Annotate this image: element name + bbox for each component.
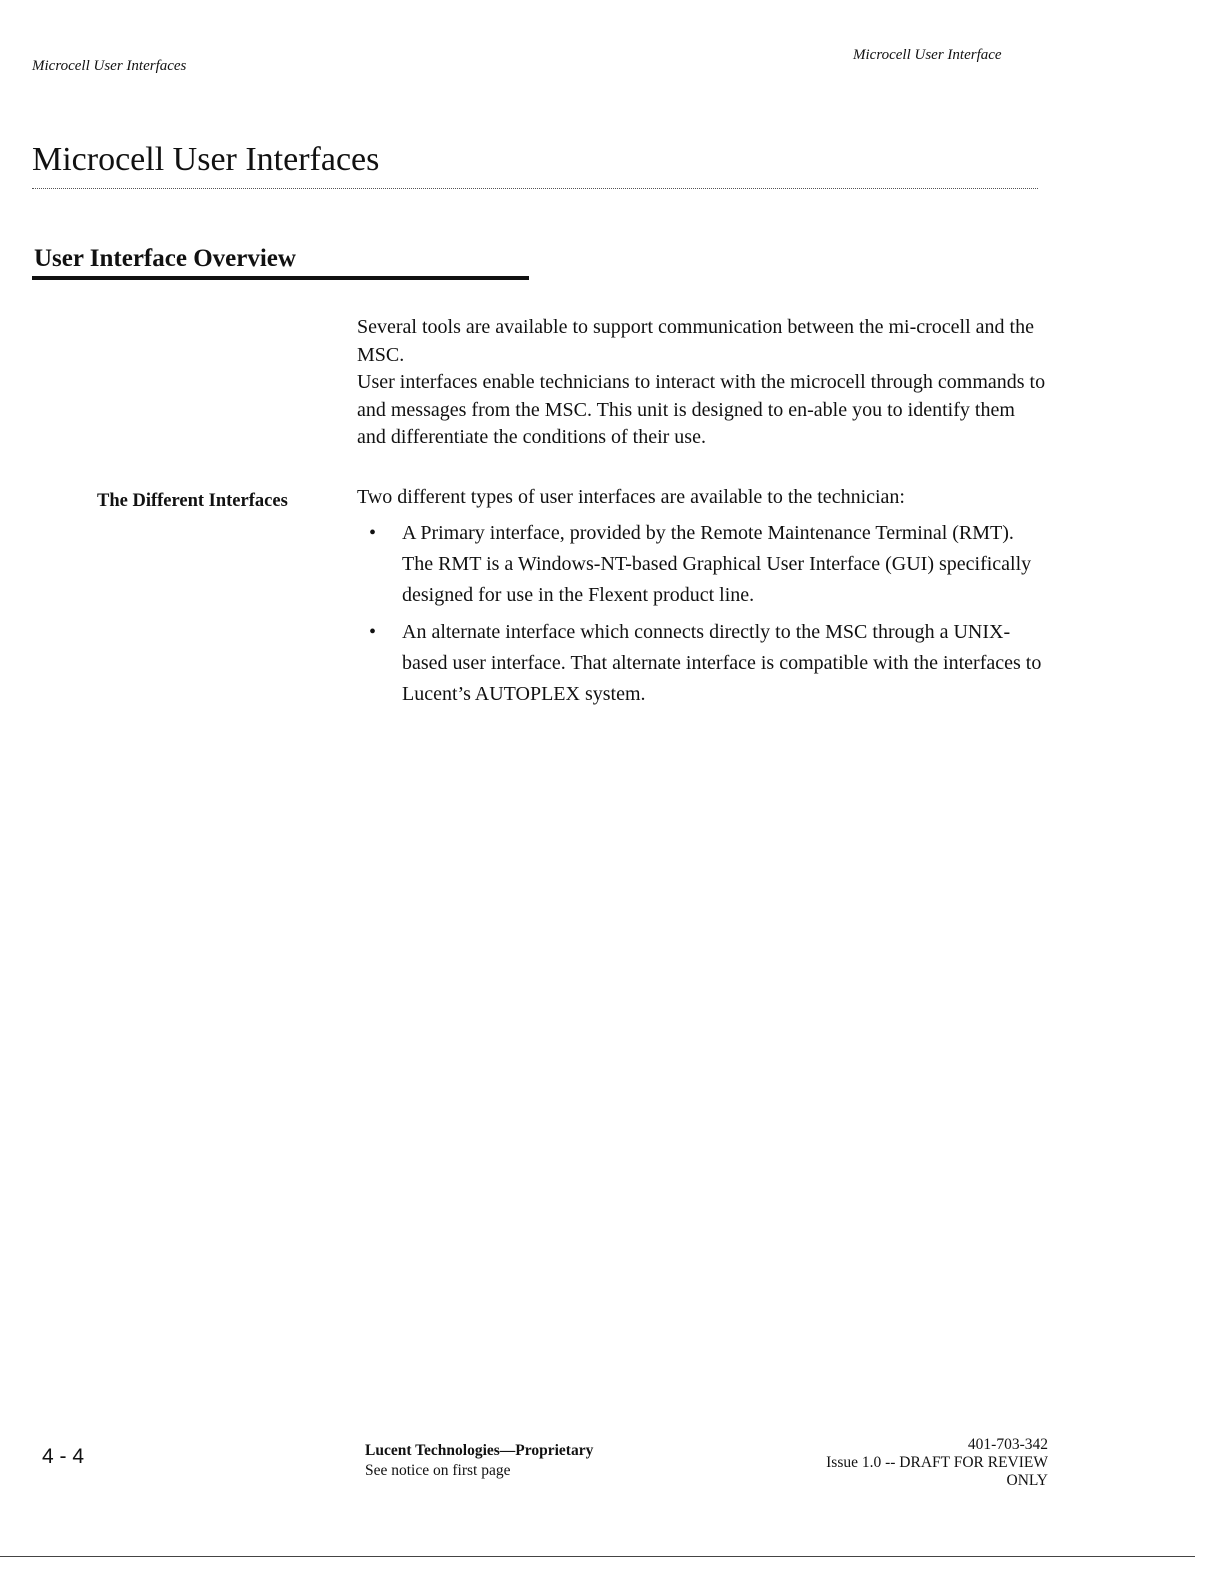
footer-doc-number: 401-703-342 <box>967 1436 1048 1453</box>
bullet-icon: • <box>369 522 377 544</box>
footer-proprietary-block <box>365 1441 593 1481</box>
footer-issue-continued: ONLY <box>1006 1472 1048 1489</box>
footer-doc-info <box>760 1436 1048 1490</box>
list-item-text: An alternate interface which connects directly to the MSC through a UNIX-based user interface. That alternate interface is compatible with the interfaces to Lucent’s AUTOPLEX system. <box>402 621 1042 705</box>
chapter-title-rule <box>32 188 1038 189</box>
footer-issue: Issue 1.0 -- DRAFT FOR REVIEW <box>826 1454 1048 1471</box>
section-title: User Interface Overview <box>34 245 296 272</box>
interfaces-bullet-list <box>357 518 1047 710</box>
running-header-right: Microcell User Interface <box>853 47 1002 63</box>
bullet-icon: • <box>369 621 377 643</box>
side-heading-different-interfaces: The Different Interfaces <box>97 491 288 511</box>
footer-notice: See notice on first page <box>365 1462 511 1479</box>
bottom-rule <box>0 1556 1195 1557</box>
intro-paragraph-1: Several tools are available to support communication between the mi-crocell and the MSC. <box>357 316 1034 366</box>
intro-paragraph-2: User interfaces enable technicians to interact with the microcell through commands to and messages from the MSC. This unit is designed to en-able you to identify them and differentiate the conditions of their use. <box>357 371 1046 448</box>
footer-proprietary: Lucent Technologies—Proprietary <box>365 1442 594 1459</box>
section-title-rule <box>32 276 529 280</box>
page-number: 4 - 4 <box>42 1445 85 1468</box>
different-interfaces-body <box>357 482 1047 716</box>
intro-text <box>357 314 1047 452</box>
list-item-text: A Primary interface, provided by the Remote Maintenance Terminal (RMT). The RMT is a Windows-NT-based Graphical User Interface (GUI) specifically designed for use in the Flexent product line. <box>402 522 1032 606</box>
list-item <box>357 518 1047 611</box>
running-header-left: Microcell User Interfaces <box>32 58 187 74</box>
different-interfaces-lead: Two different types of user interfaces are available to the technician: <box>357 486 905 508</box>
chapter-title: Microcell User Interfaces <box>32 141 380 178</box>
list-item <box>357 617 1047 710</box>
